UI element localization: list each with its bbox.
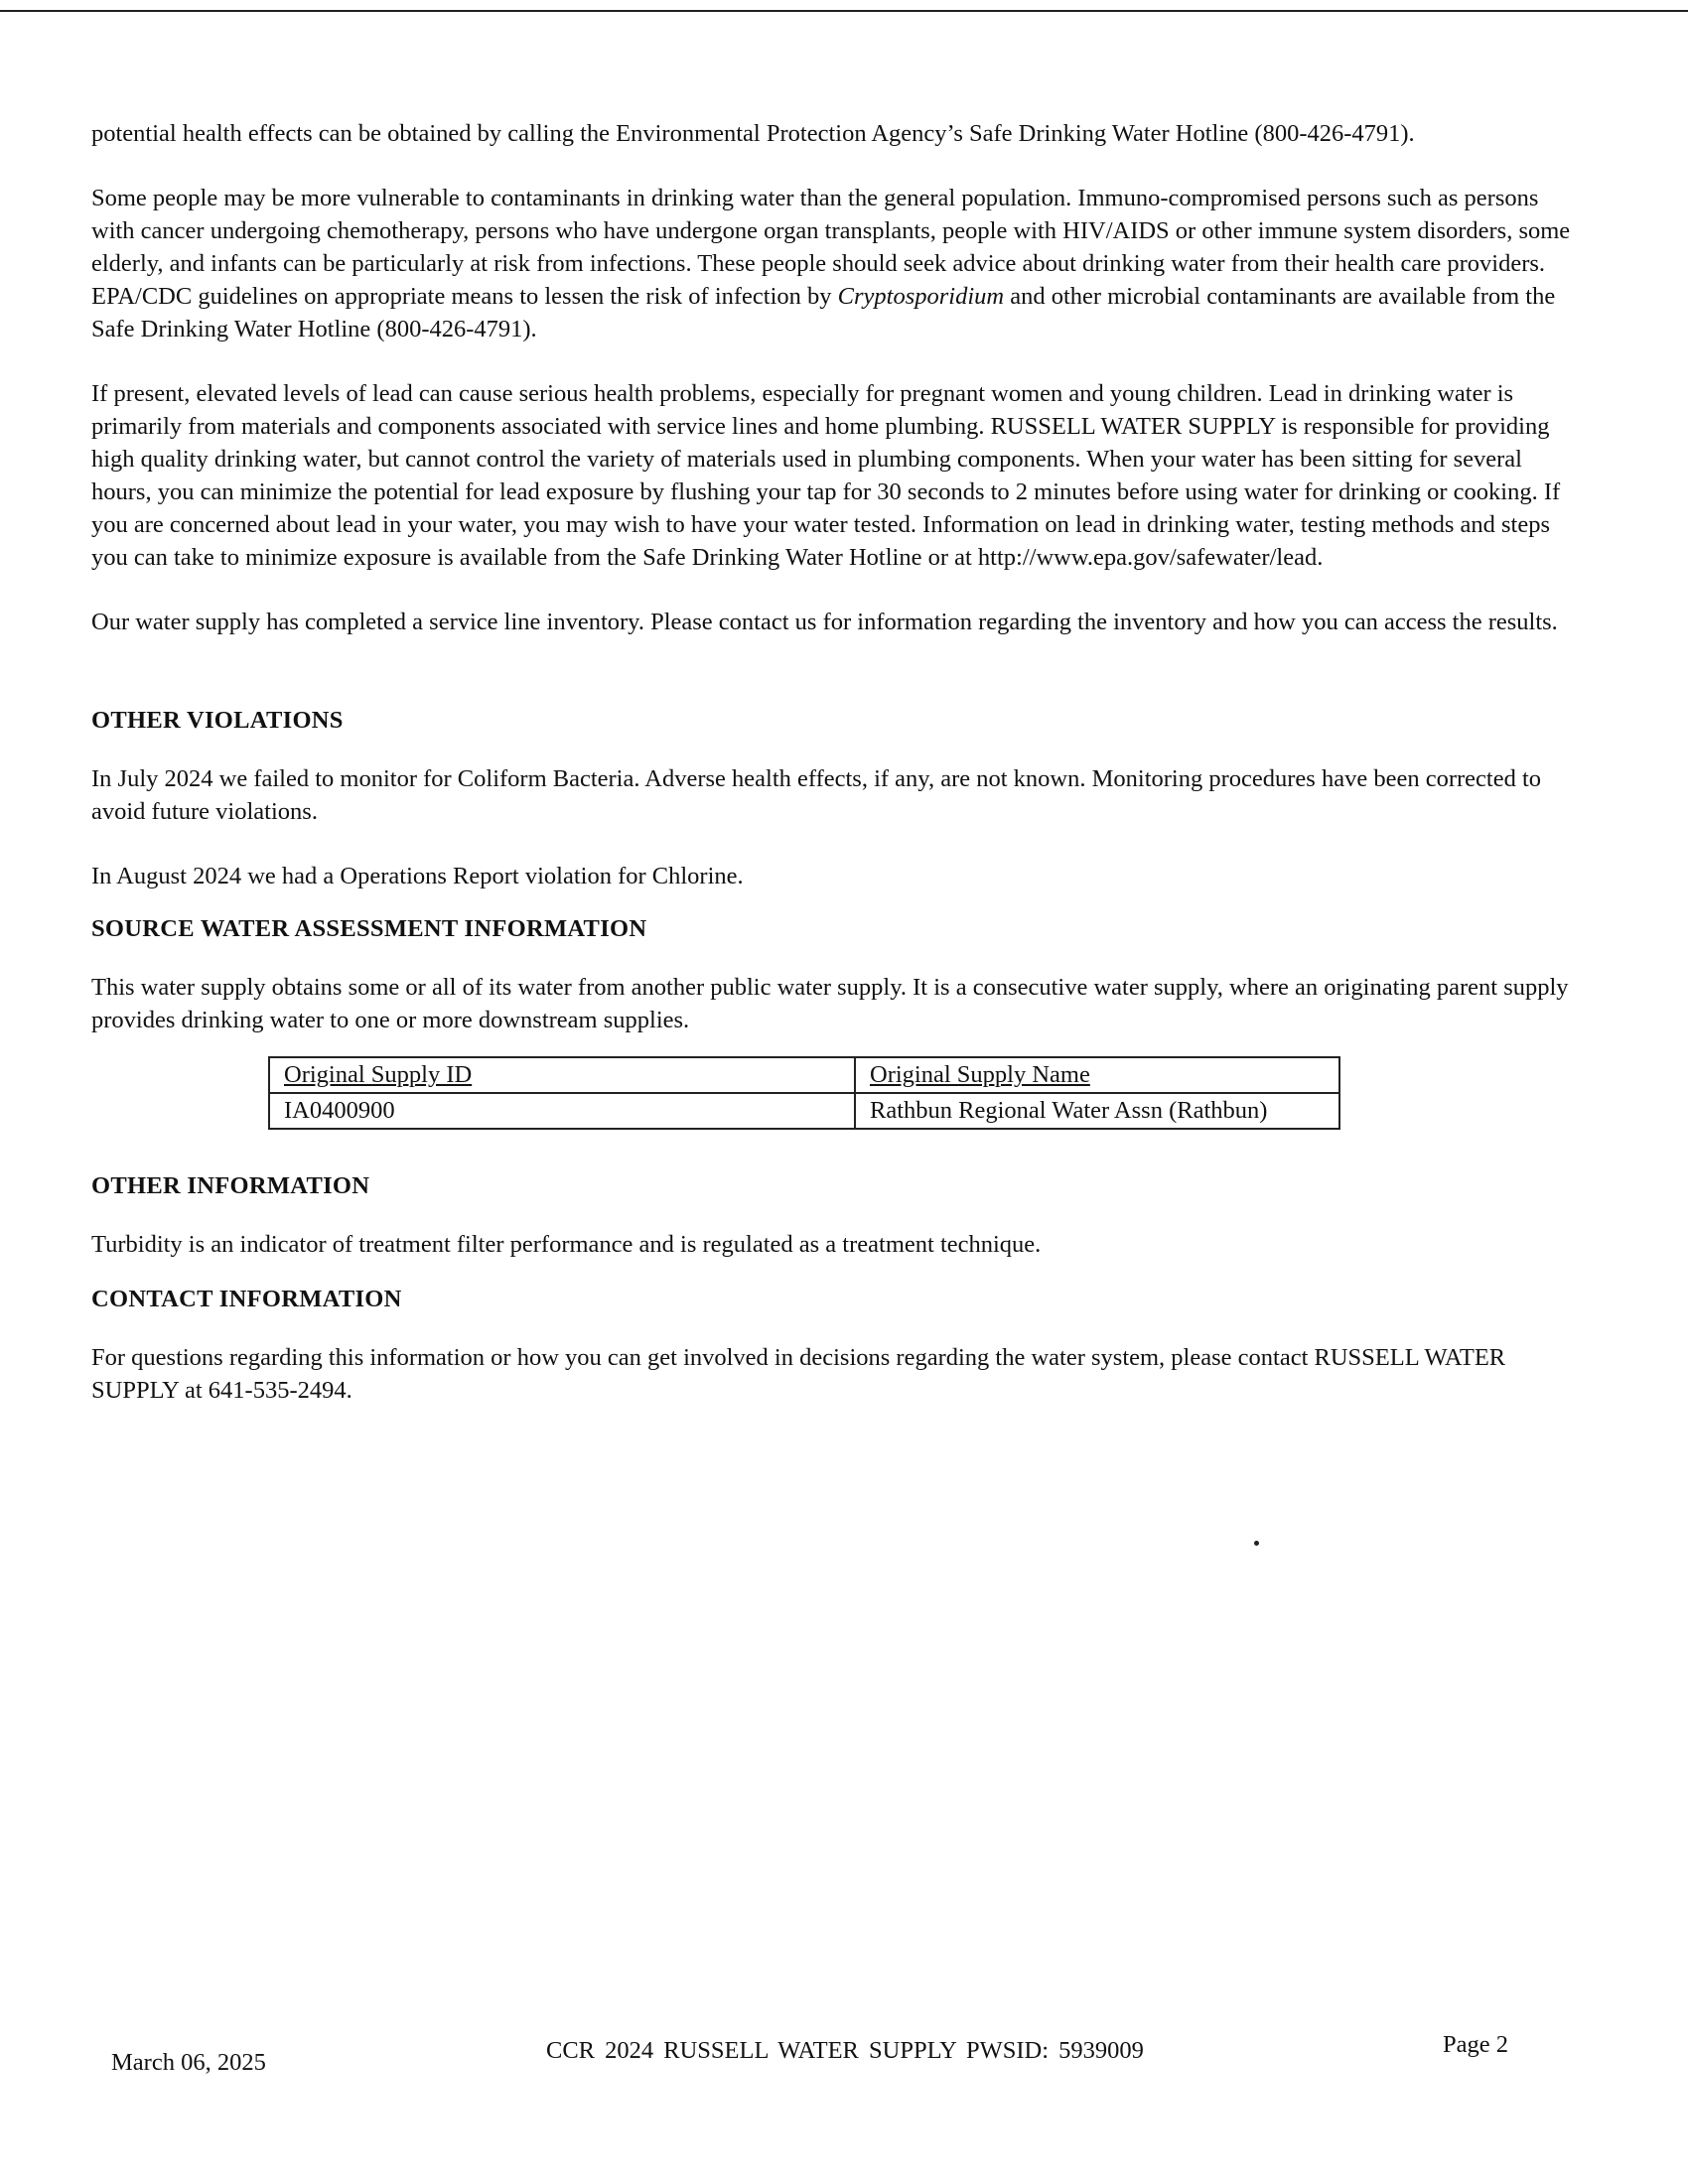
turbidity-text: Turbidity is an indicator of treatment filter performance and is regulated as a treatment technique. [91, 1231, 1042, 1258]
vulnerable-populations-paragraph [91, 182, 1581, 345]
cryptosporidium-term: Cryptosporidium [837, 283, 1005, 310]
cell-supply-name: Rathbun Regional Water Assn (Rathbun) [855, 1093, 1339, 1129]
contact-text: For questions regarding this information or how you can get involved in decisions regarding the water system, please contact RUSSELL WATER SUPPLY at 641-535-2494. [91, 1344, 1506, 1404]
hotline-paragraph: potential health effects can be obtained by calling the Environmental Protection Agency’s Safe Drinking Water Hotline (800-426-4791). [91, 120, 1415, 147]
table-header-row [269, 1057, 1339, 1093]
lead-paragraph: If present, elevated levels of lead can cause serious health problems, especially for pregnant women and young children. Lead in drinking water is primarily from materials and components associated with service lines and home plumbing. RUSSELL WATER SUPPLY is responsible for providing high quality drinking water, but cannot control the variety of materials used in plumbing components. When your water has been sitting for several hours, you can minimize the potential for lead exposure by flushing your tap for 30 seconds to 2 minutes before using water for drinking or cooking. If you are concerned about lead in your water, you may wish to have your water tested. Information on lead in drinking water, testing methods and steps you can take to minimize exposure is available from the Safe Drinking Water Hotline or at http://www.epa.gov/safewater/lead. [91, 380, 1561, 571]
vulnerable-text-part1: Some people may be more vulnerable to contaminants in drinking water than the general population. Immuno-compromised persons such as persons with cancer undergoing chemotherapy, persons who have undergone organ transplants, people with HIV/AIDS or other immune system disorders, some elderly, and infants can be particularly at risk from infections. These people should seek advice about drinking water from their health care providers. EPA/CDC guidelines on appropriate means to lessen the risk of infection by [91, 185, 1571, 310]
footer-report-id: CCR 2024 RUSSELL WATER SUPPLY PWSID: 5939009 [546, 2037, 1144, 2064]
top-border-line [0, 10, 1688, 12]
source-water-text: This water supply obtains some or all of its water from another public water supply. It is a consecutive water supply, where an originating parent supply provides drinking water to one or more downstream supplies. [91, 974, 1569, 1033]
scan-speck [1254, 1541, 1259, 1546]
vulnerable-text-part2: and other microbial contaminants are available from the Safe Drinking Water Hotline (800-426-4791). [91, 283, 1556, 342]
header-supply-id: Original Supply ID [269, 1057, 855, 1093]
other-information-heading: OTHER INFORMATION [91, 1172, 370, 1199]
footer-page-number: Page 2 [1443, 2031, 1508, 2058]
service-line-paragraph: Our water supply has completed a service line inventory. Please contact us for information regarding the inventory and how you can access the results. [91, 609, 1558, 635]
other-violations-heading: OTHER VIOLATIONS [91, 707, 344, 734]
document-body [91, 117, 1581, 1438]
footer-date: March 06, 2025 [111, 2049, 266, 2076]
source-water-heading: SOURCE WATER ASSESSMENT INFORMATION [91, 915, 647, 942]
cell-supply-id: IA0400900 [269, 1093, 855, 1129]
violation-chlorine: In August 2024 we had a Operations Report violation for Chlorine. [91, 863, 744, 889]
contact-information-heading: CONTACT INFORMATION [91, 1286, 402, 1312]
source-supply-table [268, 1056, 1340, 1130]
table-row [269, 1093, 1339, 1129]
header-supply-name: Original Supply Name [855, 1057, 1339, 1093]
violation-coliform: In July 2024 we failed to monitor for Coliform Bacteria. Adverse health effects, if any, are not known. Monitoring procedures have been corrected to avoid future violations. [91, 765, 1542, 825]
